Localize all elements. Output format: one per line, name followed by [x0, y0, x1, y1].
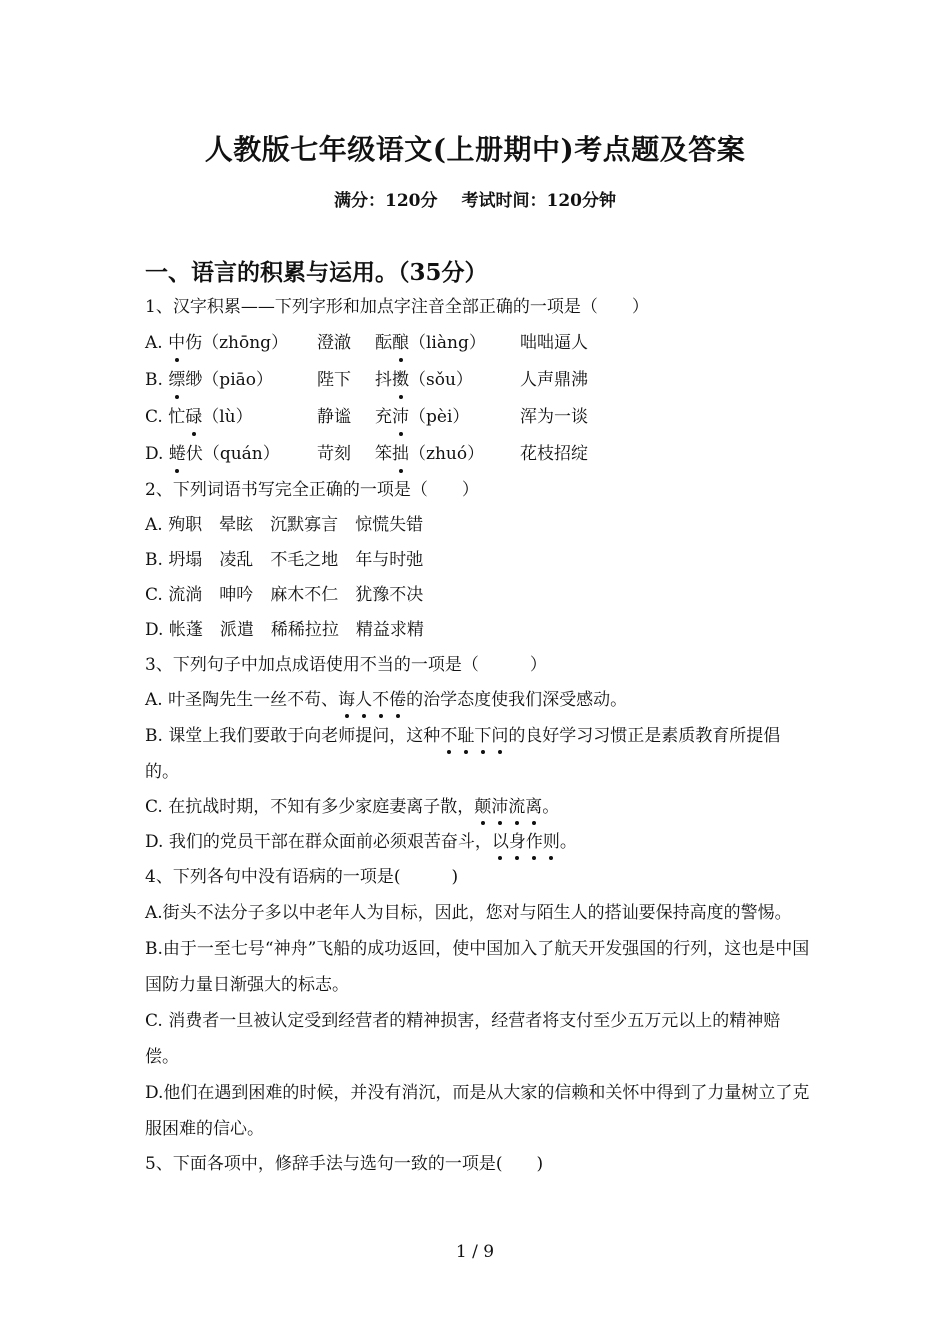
- dotted-char: 耻: [457, 718, 474, 754]
- dotted-char: 流: [508, 790, 525, 825]
- dotted-char: 诲: [338, 683, 355, 718]
- q1-option-d: D. 蜷伏（quán） 苛刻 笨拙（zhuó） 花枝招绽: [145, 436, 810, 473]
- q3-option-d: D. 我们的党员干部在群众面前必须艰苦奋斗，以身作则。: [145, 825, 810, 860]
- q2-option-b: B. 坍塌 凌乱 不毛之地 年与时弛: [145, 550, 424, 570]
- dotted-char: 碌: [185, 399, 202, 436]
- dotted-char: 拙: [392, 436, 409, 473]
- page-title: 人教版七年级语文(上册期中)考点题及答案: [204, 133, 746, 166]
- dotted-char: 下: [474, 718, 491, 754]
- q4-option-a: A.街头不法分子多以中老年人为目标，因此，您对与陌生人的搭讪要保持高度的警惕。: [145, 903, 792, 923]
- q3-option-c: C. 在抗战时期，不知有多少家庭妻离子散，颠沛流离。: [145, 790, 810, 825]
- question-4-stem: 4、下列各句中没有语病的一项是( ): [145, 867, 459, 887]
- q1-option-c: C. 忙碌（lù） 静谧 充沛（pèi） 浑为一谈: [145, 399, 810, 436]
- dotted-char: 身: [509, 825, 526, 860]
- question-5-stem: 5、下面各项中，修辞手法与选句一致的一项是( ): [145, 1154, 544, 1174]
- dotted-char: 酿: [392, 325, 409, 362]
- question-2-stem: 2、下列词语书写完全正确的一项是（ ）: [145, 480, 479, 500]
- dotted-char: 不: [372, 683, 389, 718]
- dotted-char: 擞: [392, 362, 409, 399]
- exam-info: [0, 186, 950, 211]
- full-score: 满分：120分: [334, 191, 438, 211]
- q4-option-d: D.他们在遇到困难的时候，并没有消沉，而是从大家的信赖和关怀中得到了力量树立了克服困难的信心。: [145, 1083, 810, 1139]
- dotted-char: 中: [168, 325, 185, 362]
- q2-option-c: C. 流淌 呻吟 麻木不仁 犹豫不决: [145, 585, 424, 605]
- dotted-char: 缥: [168, 362, 185, 399]
- dotted-char: 颠: [474, 790, 491, 825]
- dotted-char: 离: [525, 790, 542, 825]
- section-heading: 一、语言的积累与运用。（35分）: [145, 259, 488, 286]
- q3-option-a: A. 叶圣陶先生一丝不苟、诲人不倦的治学态度使我们深受感动。: [145, 683, 810, 718]
- q2-option-a: A. 殉职 晕眩 沉默寡言 惊慌失错: [145, 515, 424, 535]
- q1-option-b: B. 缥缈（piāo） 陛下 抖擞（sǒu） 人声鼎沸: [145, 362, 810, 399]
- q4-option-b: B.由于一至七号“神舟”飞船的成功返回，使中国加入了航天开发强国的行列，这也是中国国防力量日渐强大的标志。: [145, 939, 810, 995]
- q2-option-d: D. 帐蓬 派遣 稀稀拉拉 精益求精: [145, 620, 424, 640]
- dotted-char: 问: [491, 718, 508, 754]
- question-3-stem: 3、下列句子中加点成语使用不当的一项是（ ）: [145, 655, 547, 675]
- question-list: [145, 290, 810, 1182]
- dotted-char: 不: [440, 718, 457, 754]
- question-1-stem: 1、汉字积累——下列字形和加点字注音全部正确的一项是（ ）: [145, 297, 649, 317]
- q3-option-b: B. 课堂上我们要敢于向老师提问，这种不耻下问的良好学习习惯正是素质教育所提倡的。: [145, 718, 810, 790]
- dotted-char: 蜷: [169, 436, 186, 473]
- dotted-char: 沛: [392, 399, 409, 436]
- exam-time: 考试时间：120分钟: [461, 191, 616, 211]
- page-number: 1 / 9: [455, 1242, 495, 1262]
- dotted-char: 人: [355, 683, 372, 718]
- q1-option-a: A. 中伤（zhōng） 澄澈 酝酿（liàng） 咄咄逼人: [145, 325, 810, 362]
- dotted-char: 作: [526, 825, 543, 860]
- q4-option-c: C. 消费者一旦被认定受到经营者的精神损害，经营者将支付至少五万元以上的精神赔偿。: [145, 1011, 781, 1067]
- dotted-char: 以: [492, 825, 509, 860]
- dotted-char: 沛: [491, 790, 508, 825]
- dotted-char: 倦: [389, 683, 406, 718]
- dotted-char: 则: [543, 825, 560, 860]
